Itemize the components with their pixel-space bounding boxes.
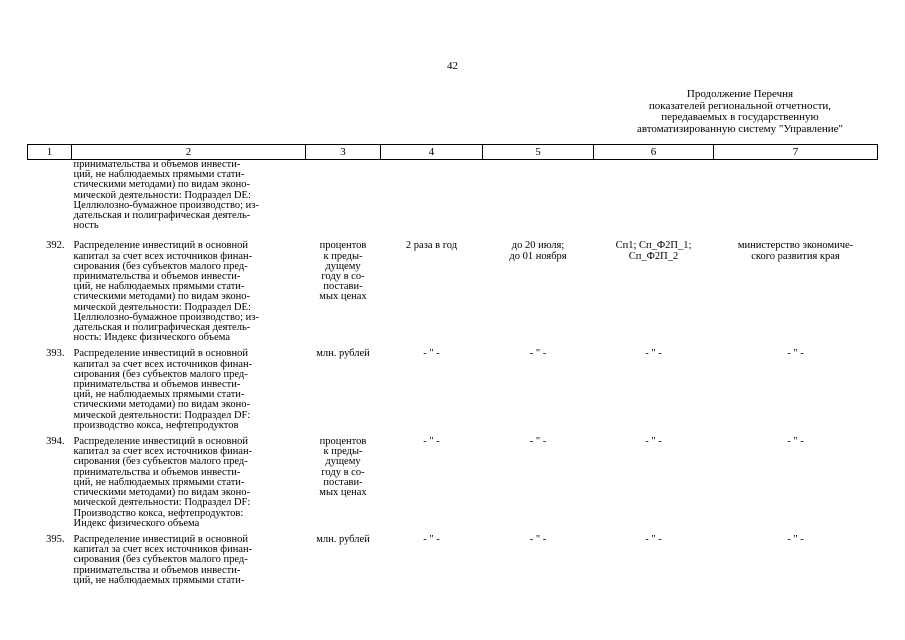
row-unit: процентов к преды- дущему году в со- постави- мых ценах (319, 240, 367, 303)
row-deadline: - " - (529, 533, 547, 545)
column-number-row (28, 145, 878, 160)
caption-line: автоматизированную систему "Управление" (636, 122, 844, 135)
caption-line: показателей региональной отчетности, (648, 99, 832, 112)
row-number: 395. (46, 533, 65, 545)
row-frequency: 2 раза в год (405, 240, 458, 252)
row-deadline: - " - (529, 436, 547, 448)
column-number: 7 (714, 145, 878, 160)
row-number: 394. (46, 436, 65, 448)
table-row (28, 241, 878, 349)
column-number: 5 (483, 145, 594, 160)
continued-row (28, 160, 878, 242)
row-form: - " - (645, 533, 662, 545)
caption-line: передаваемых в государственную (661, 111, 819, 123)
column-number: 3 (306, 145, 381, 160)
row-form: - " - (645, 436, 662, 448)
row-description: Распределение инвестиций в основной капитал за счет всех источников финан- сирования (без субъектов малого пред- принимательства и объемов инвести- ций, не наблюдаемых прямыми стати- стическими методами) по видам эконо- мической деятельности: Подраздел DF: производство кокса, нефтепродуктов (73, 348, 253, 431)
row-unit: млн. рублей (316, 348, 370, 360)
table-row (28, 349, 878, 437)
table-row (28, 535, 878, 592)
column-number: 2 (72, 145, 306, 160)
table-row (28, 437, 878, 535)
row-organization: - " - (787, 436, 804, 448)
caption-line: Продолжение Перечня (686, 88, 794, 100)
row-number: 393. (46, 348, 65, 360)
row-frequency: - " - (423, 533, 440, 545)
page-number: 42 (447, 60, 458, 72)
row-description: Распределение инвестиций в основной капитал за счет всех источников финан- сирования (без субъектов малого пред- принимательства и объемов инвести- ций, не наблюдаемых прямыми стати- стическими методами) по видам эконо- мической деятельности: Подраздел DF: Производство кокса, нефтепродуктов: Индекс физического объема (73, 436, 253, 529)
row-organization: - " - (787, 533, 804, 545)
row-form: - " - (645, 348, 662, 360)
row-unit: процентов к преды- дущему году в со- постави- мых ценах (319, 436, 367, 499)
column-number: 1 (28, 145, 72, 160)
continued-description: принимательства и объемов инвести- ций, не наблюдаемых прямыми стати- стическими методами) по видам эконо- мической деятельности: Подраздел DE: Целлюлозно-бумажное производство; из- дательская и полиграфическая деятель- ность (73, 159, 259, 232)
row-description: Распределение инвестиций в основной капитал за счет всех источников финан- сирования (без субъектов малого пред- принимательства и объемов инвести- ций, не наблюдаемых прямыми стати- стическими методами) по видам эконо- мической деятельности: Подраздел DE: Целлюлозно-бумажное производство; из- дательская и полиграфическая деятель- ность: Индекс физического объема (73, 240, 259, 344)
table-caption (610, 89, 870, 135)
row-description: Распределение инвестиций в основной капитал за счет всех источников финан- сирования (без субъектов малого пред- принимательства и объемов инвести- ций, не наблюдаемых прямыми стати- (73, 533, 253, 586)
row-frequency: - " - (423, 348, 440, 360)
column-number: 4 (381, 145, 483, 160)
row-deadline: до 20 июля; до 01 ноября (509, 240, 567, 262)
row-deadline: - " - (529, 348, 547, 360)
row-frequency: - " - (423, 436, 440, 448)
row-organization: министерство экономиче- ского развития края (737, 240, 854, 262)
column-number: 6 (594, 145, 714, 160)
row-organization: - " - (787, 348, 804, 360)
row-unit: млн. рублей (316, 533, 370, 545)
indicator-table (27, 144, 878, 592)
row-form: Сп1; Сп_Ф2П_1; Сп_Ф2П_2 (615, 240, 692, 262)
row-number: 392. (46, 240, 65, 252)
